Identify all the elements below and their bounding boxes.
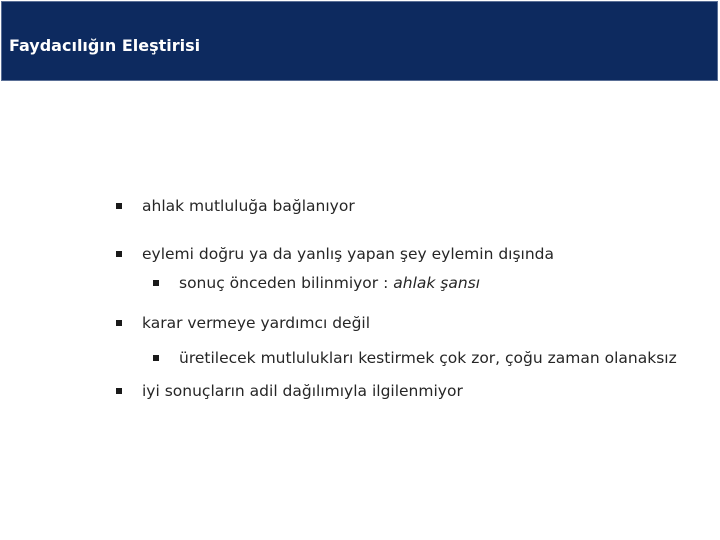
slide-title: Faydacılığın Eleştirisi xyxy=(9,36,201,55)
square-bullet-icon xyxy=(116,251,122,257)
bullet-text: üretilecek mutlulukları kestirmek çok zor, çoğu zaman olanaksız xyxy=(179,349,677,367)
square-bullet-icon xyxy=(153,280,159,286)
square-bullet-icon xyxy=(116,320,122,326)
title-bar xyxy=(1,1,718,81)
square-bullet-icon xyxy=(116,203,122,209)
bullet-text: ahlak mutluluğa bağlanıyor xyxy=(142,197,355,215)
bullet-text: iyi sonuçların adil dağılımıyla ilgilenmiyor xyxy=(142,382,463,400)
square-bullet-icon xyxy=(153,355,159,361)
square-bullet-icon xyxy=(116,388,122,394)
bullet-text: karar vermeye yardımcı değil xyxy=(142,314,371,332)
bullet-text xyxy=(179,273,480,293)
bullet-text: eylemi doğru ya da yanlış yapan şey eylemin dışında xyxy=(142,245,555,263)
bullet-text-plain: sonuç önceden bilinmiyor : xyxy=(179,274,394,292)
bullet-text-italic: ahlak şansı xyxy=(393,274,481,292)
